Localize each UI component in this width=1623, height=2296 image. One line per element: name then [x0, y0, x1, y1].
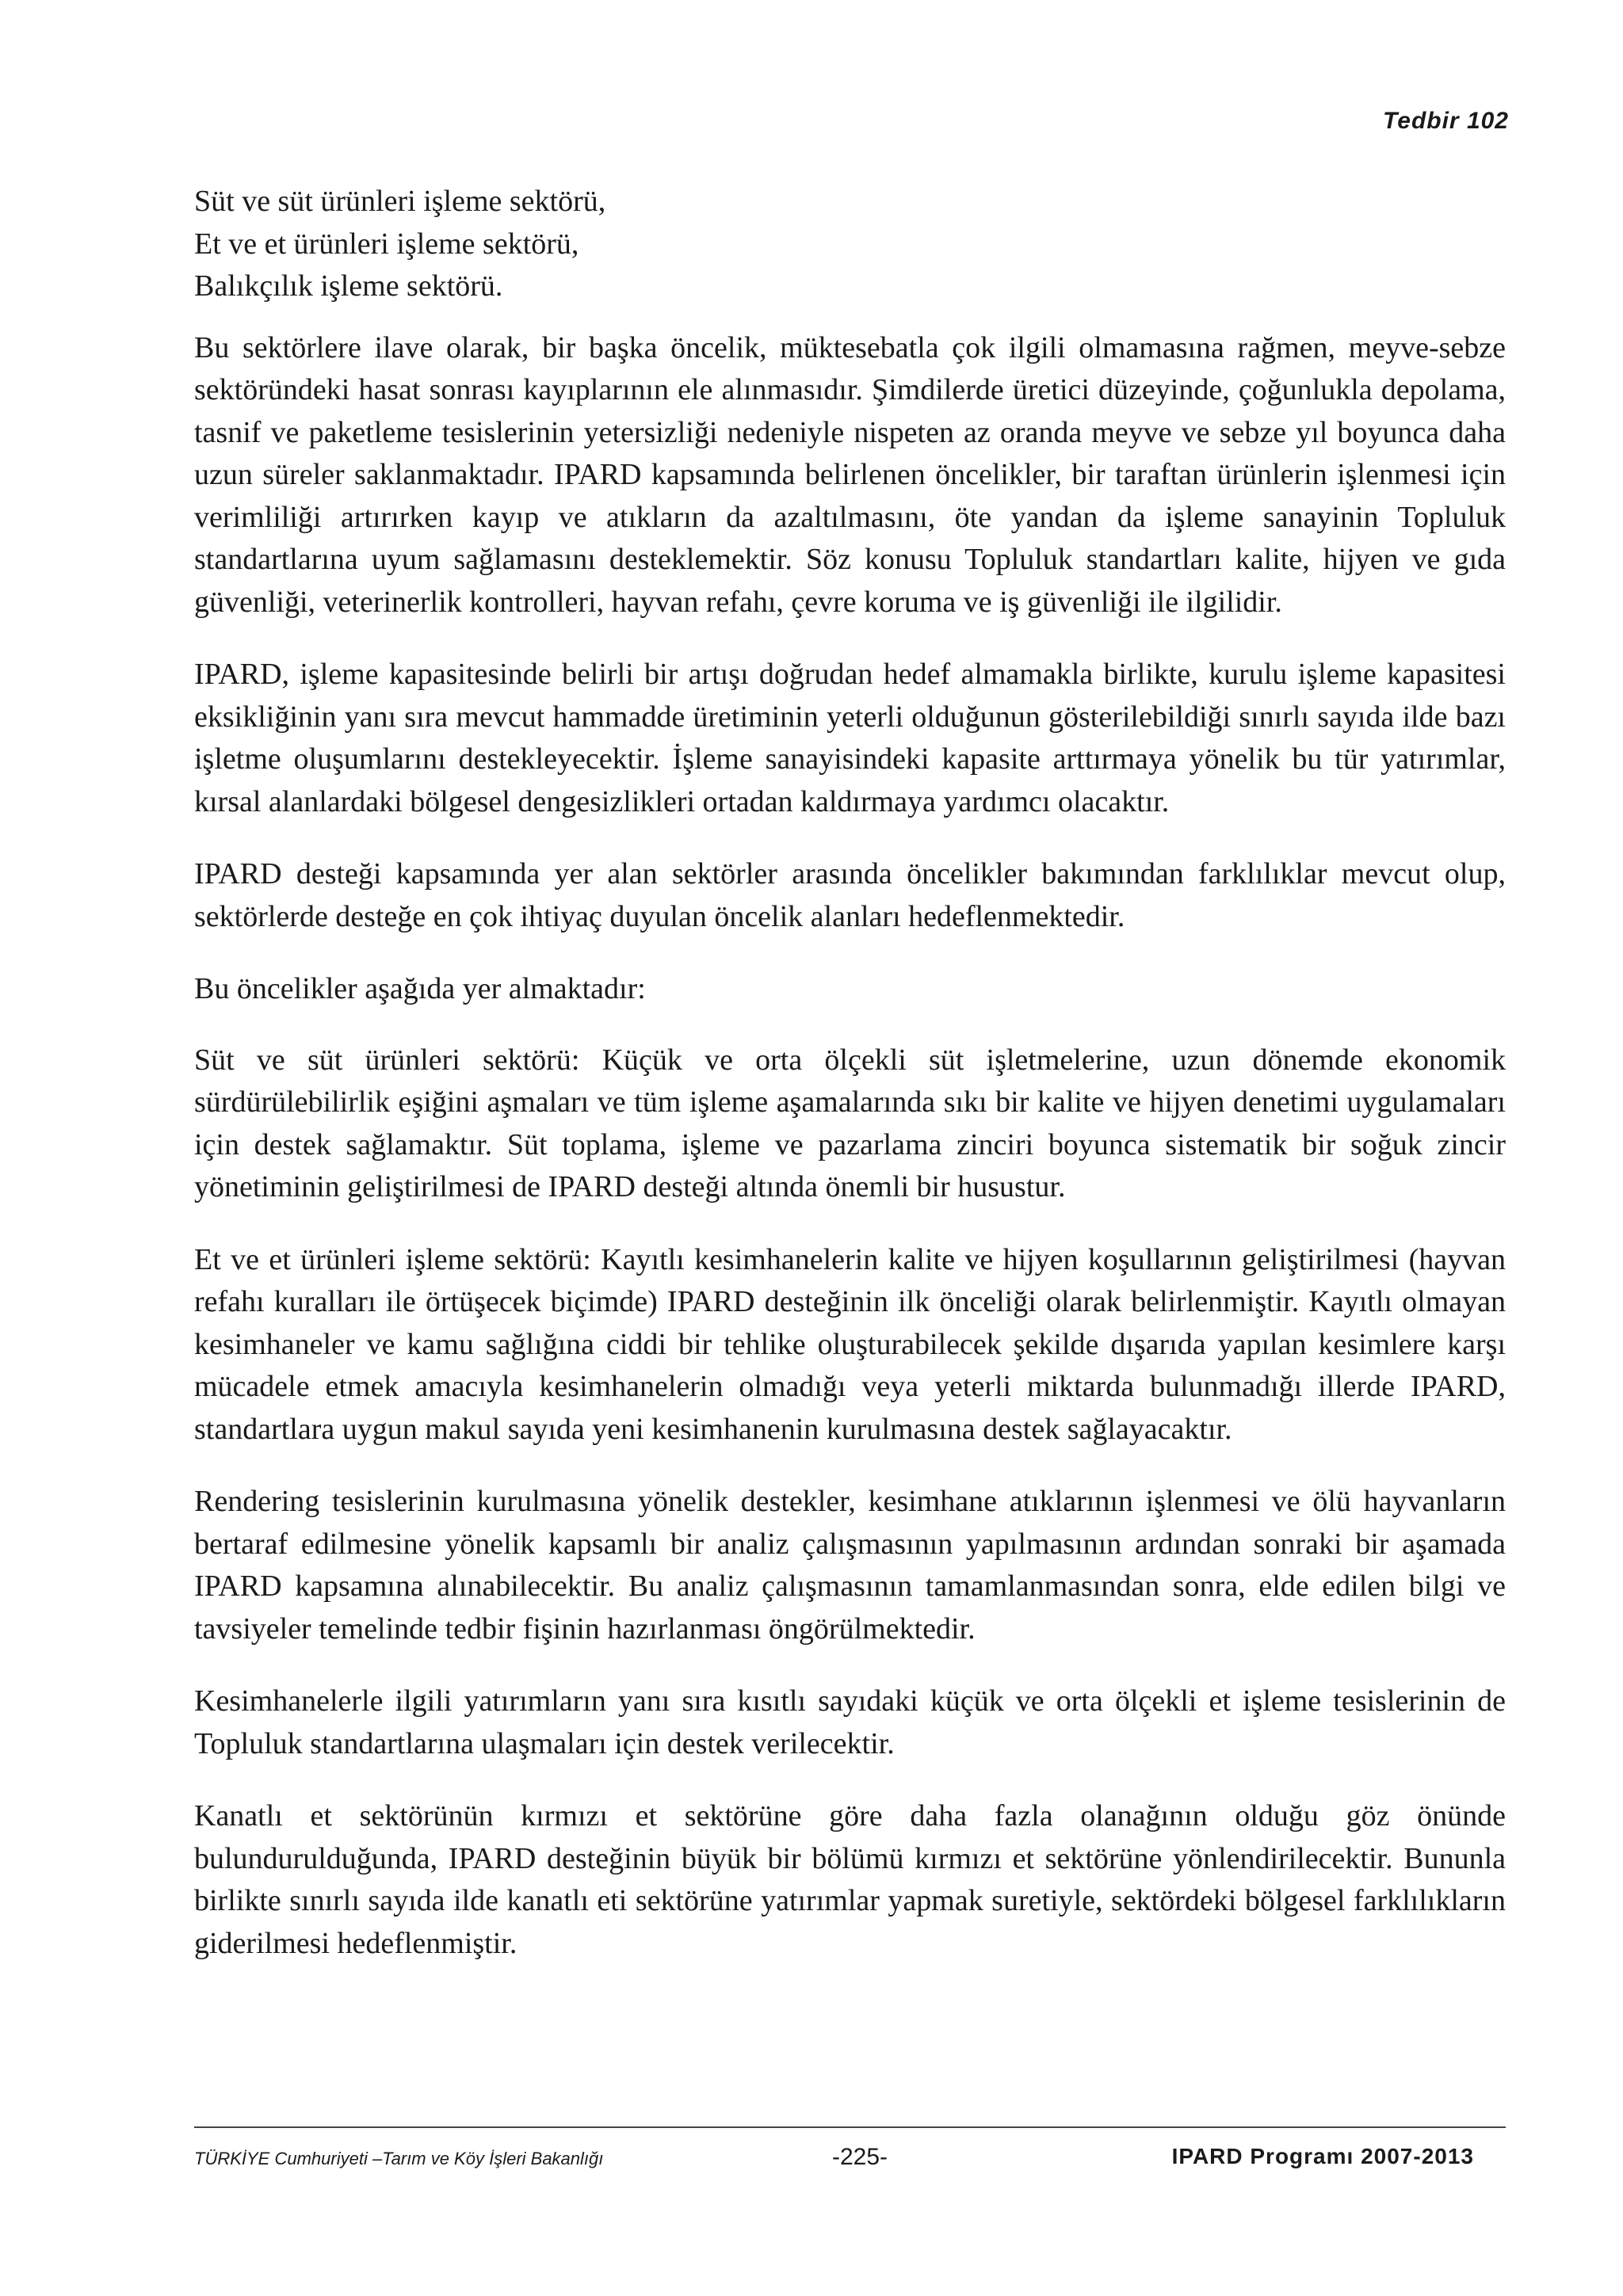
document-body	[194, 181, 1506, 1995]
footer-divider	[194, 2126, 1506, 2128]
paragraph-poultry: Kanatlı et sektörünün kırmızı et sektörüne göre daha fazla olanağının olduğu göz önünde bulundurulduğunda, IPARD desteğinin büyük bir bölümü kırmızı et sektörüne yönlendirilecektir. Bununla birlikte sınırlı sayıda ilde kanatlı eti sektörüne yatırımlar yapmak suretiyle, sektördeki bölgesel farklılıkların giderilmesi hedeflenmiştir.	[194, 1799, 1506, 1960]
sector-list	[194, 181, 1506, 308]
footer-program: IPARD Programı 2007-2013	[1171, 2144, 1474, 2168]
measure-header: Tedbir 102	[1383, 108, 1509, 134]
paragraph-priorities-lead: Bu öncelikler aşağıda yer almaktadır:	[194, 972, 646, 1005]
paragraph-capacity: IPARD, işleme kapasitesinde belirli bir artışı doğrudan hedef almamakla birlikte, kurulu işleme kapasitesi eksikliğinin yanı sıra mevcut hammadde üretiminin yeterli olduğunun gösterilebildiği sınırlı sayıda ilde bazı işletme oluşumlarını destekleyecektir. İşleme sanayisindeki kapasite arttırmaya yönelik bu tür yatırımlar, kırsal alanlardaki bölgesel dengesizlikleri ortadan kaldırmaya yardımcı olacaktır.	[194, 658, 1506, 818]
paragraph-meat-processing: Kesimhanelerle ilgili yatırımların yanı sıra kısıtlı sayıdaki küçük ve orta ölçekli et işleme tesislerinin de Topluluk standartlarına ulaşmaları için destek verilecektir.	[194, 1684, 1506, 1760]
paragraph-rendering: Rendering tesislerinin kurulmasına yönelik destekler, kesimhane atıklarının işlenmesi ve ölü hayvanların bertaraf edilmesine yönelik kapsamlı bir analiz çalışmasının yapılmasının ardından sonraki bir aşamada IPARD kapsamına alınabilecektir. Bu analiz çalışmasının tamamlanmasından sonra, elde edilen bilgi ve tavsiyeler temelinde tedbir fişinin hazırlanması öngörülmektedir.	[194, 1485, 1506, 1646]
sector-list-item: Süt ve süt ürünleri işleme sektörü,	[194, 185, 606, 218]
footer-page-number: -225-	[832, 2144, 888, 2170]
paragraph-dairy-sector: Süt ve süt ürünleri sektörü: Küçük ve orta ölçekli süt işletmelerine, uzun dönemde ekonomik sürdürülebilirlik eşiğini aşmaları ve tüm işleme aşamalarında sıkı bir kalite ve hijyen denetimi uygulamaları için destek sağlamaktır. Süt toplama, işleme ve pazarlama zinciri boyunca sistematik bir soğuk zincir yönetiminin geliştirilmesi de IPARD desteği altında önemli bir husustur.	[194, 1043, 1506, 1203]
page-footer	[194, 2144, 1506, 2176]
sector-list-item: Balıkçılık işleme sektörü.	[194, 269, 503, 303]
paragraph-sector-differences: IPARD desteği kapsamında yer alan sektörler arasında öncelikler bakımından farklılıklar mevcut olup, sektörlerde desteğe en çok ihtiyaç duyulan öncelik alanları hedeflenmektedir.	[194, 857, 1506, 933]
sector-list-item: Et ve et ürünleri işleme sektörü,	[194, 227, 579, 261]
footer-ministry: TÜRKİYE Cumhuriyeti –Tarım ve Köy İşleri Bakanlığı	[194, 2149, 604, 2168]
paragraph-priorities-intro: Bu sektörlere ilave olarak, bir başka öncelik, müktesebatla çok ilgili olmamasına rağmen, meyve-sebze sektöründeki hasat sonrası kayıplarının ele alınmasıdır. Şimdilerde üretici düzeyinde, çoğunlukla depolama, tasnif ve paketleme tesislerinin yetersizliği nedeniyle nispeten az oranda meyve ve sebze yıl boyunca daha uzun süreler saklanmaktadır. IPARD kapsamında belirlenen öncelikler, bir taraftan ürünlerin işlenmesi için verimliliği artırırken kayıp ve atıkların da azaltılmasını, öte yandan da işleme sanayinin Topluluk standartlarına uyum sağlamasını desteklemektir. Söz konusu Topluluk standartları kalite, hijyen ve gıda güvenliği, veterinerlik kontrolleri, hayvan refahı, çevre koruma ve iş güvenliği ile ilgilidir.	[194, 330, 1506, 619]
paragraph-meat-sector: Et ve et ürünleri işleme sektörü: Kayıtlı kesimhanelerin kalite ve hijyen koşullarının geliştirilmesi (hayvan refahı kuralları ile örtüşecek biçimde) IPARD desteğinin ilk önceliği olarak belirlenmiştir. Kayıtlı olmayan kesimhaneler ve kamu sağlığına ciddi bir tehlike oluşturabilecek şekilde dışarıda yapılan kesimlere karşı mücadele etmek amacıyla kesimhanelerin olmadığı veya yeterli miktarda bulunmadığı illerde IPARD, standartlara uygun makul sayıda yeni kesimhanenin kurulmasına destek sağlayacaktır.	[194, 1242, 1506, 1446]
